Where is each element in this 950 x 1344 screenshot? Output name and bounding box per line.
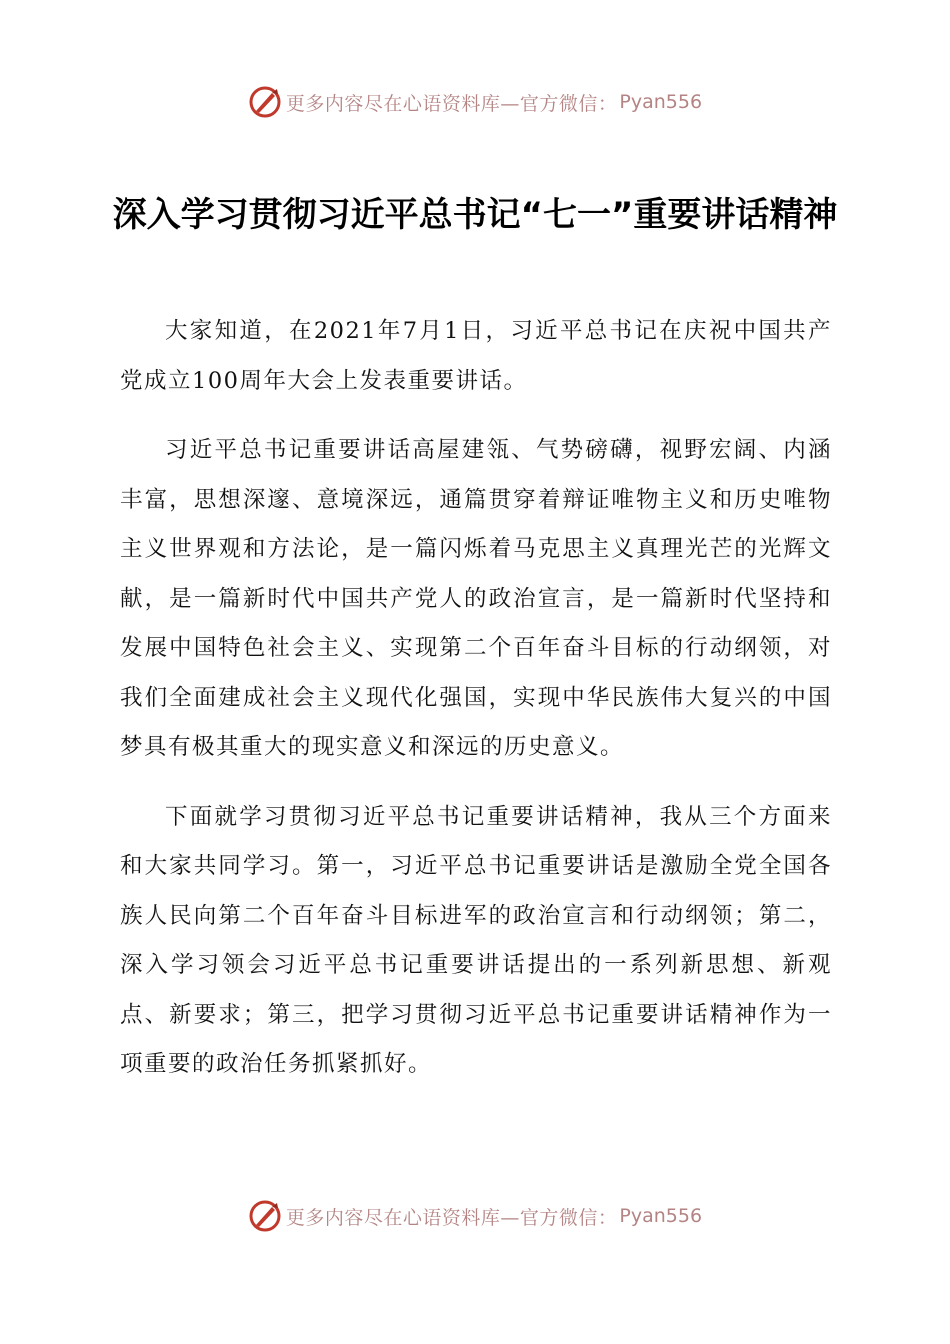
- document-body: [120, 307, 832, 1110]
- banner-text: 更多内容尽在心语资料库—官方微信：: [285, 1206, 618, 1229]
- paragraph-1: 大家知道，在2021年7月1日，习近平总书记在庆祝中国共产党成立100周年大会上发表重要讲话。: [120, 318, 832, 394]
- paragraph-3: 下面就学习贯彻习近平总书记重要讲话精神，我从三个方面来和大家共同学习。第一，习近平总书记重要讲话是激励全党全国各族人民向第二个百年奋斗目标进军的政治宣言和行动纲领；第二，深入学习领会习近平总书记重要讲话提出的一系列新思想、新观点、新要求；第三，把学习贯彻习近平总书记重要讲话精神作为一项重要的政治任务抓紧抓好。: [120, 803, 832, 1077]
- banner-text: 更多内容尽在心语资料库—官方微信：: [285, 92, 618, 115]
- paragraph-2: 习近平总书记重要讲话高屋建瓴、气势磅礴，视野宏阔、内涵丰富，思想深邃、意境深远，通篇贯穿着辩证唯物主义和历史唯物主义世界观和方法论，是一篇闪烁着马克思主义真理光芒的光辉文献，是一篇新时代中国共产党人的政治宣言，是一篇新时代坚持和发展中国特色社会主义、实现第二个百年奋斗目标的行动纲领，对我们全面建成社会主义现代化强国，实现中华民族伟大复兴的中国梦具有极其重大的现实意义和深远的历史意义。: [120, 437, 832, 760]
- page-title: 深入学习贯彻习近平总书记“七一”重要讲话精神: [112, 195, 838, 235]
- wechat-id: Pyan556: [619, 1205, 703, 1227]
- quill-pen-logo-icon: [248, 1199, 282, 1233]
- wechat-id: Pyan556: [619, 91, 703, 113]
- footer-banner: [0, 1196, 950, 1236]
- quill-pen-logo-icon: [248, 85, 282, 119]
- header-banner: [0, 82, 950, 122]
